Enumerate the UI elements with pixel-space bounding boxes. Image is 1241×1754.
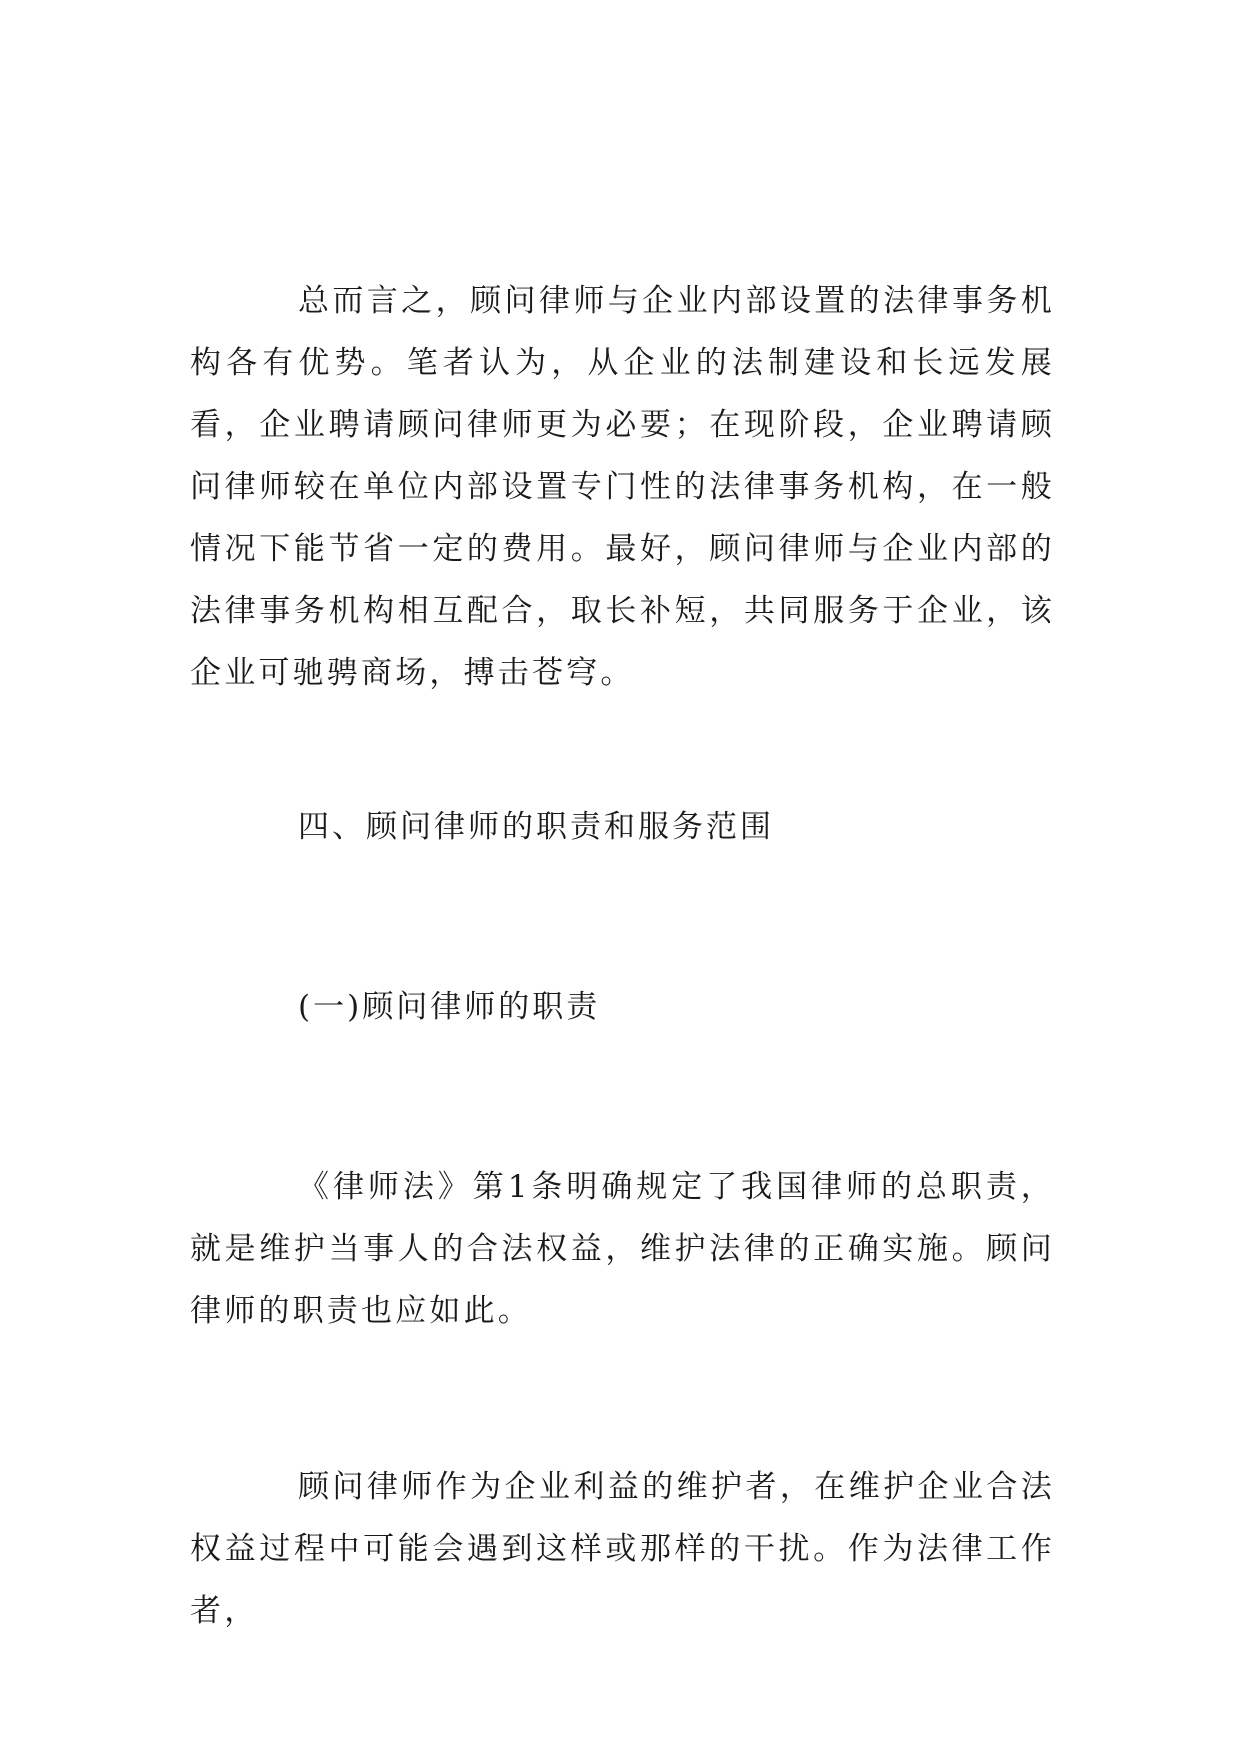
body-paragraph: 总而言之，顾问律师与企业内部设置的法律事务机构各有优势。笔者认为，从企业的法制建设和长远发展看，企业聘请顾问律师更为必要；在现阶段，企业聘请顾问律师较在单位内部设置专门性的法律事务机构，在一般情况下能节省一定的费用。最好，顾问律师与企业内部的法律事务机构相互配合，取长补短，共同服务于企业，该企业可驰骋商场，搏击苍穹。: [190, 283, 1055, 691]
section-heading: 四、顾问律师的职责和服务范围: [298, 809, 774, 845]
body-paragraph: 顾问律师作为企业利益的维护者，在维护企业合法权益过程中可能会遇到这样或那样的干扰。作为法律工作者，: [190, 1469, 1055, 1629]
subsection-heading: (一)顾问律师的职责: [298, 989, 601, 1025]
body-paragraph: 《律师法》第1条明确规定了我国律师的总职责，就是维护当事人的合法权益，维护法律的正确实施。顾问律师的职责也应如此。: [190, 1169, 1055, 1329]
